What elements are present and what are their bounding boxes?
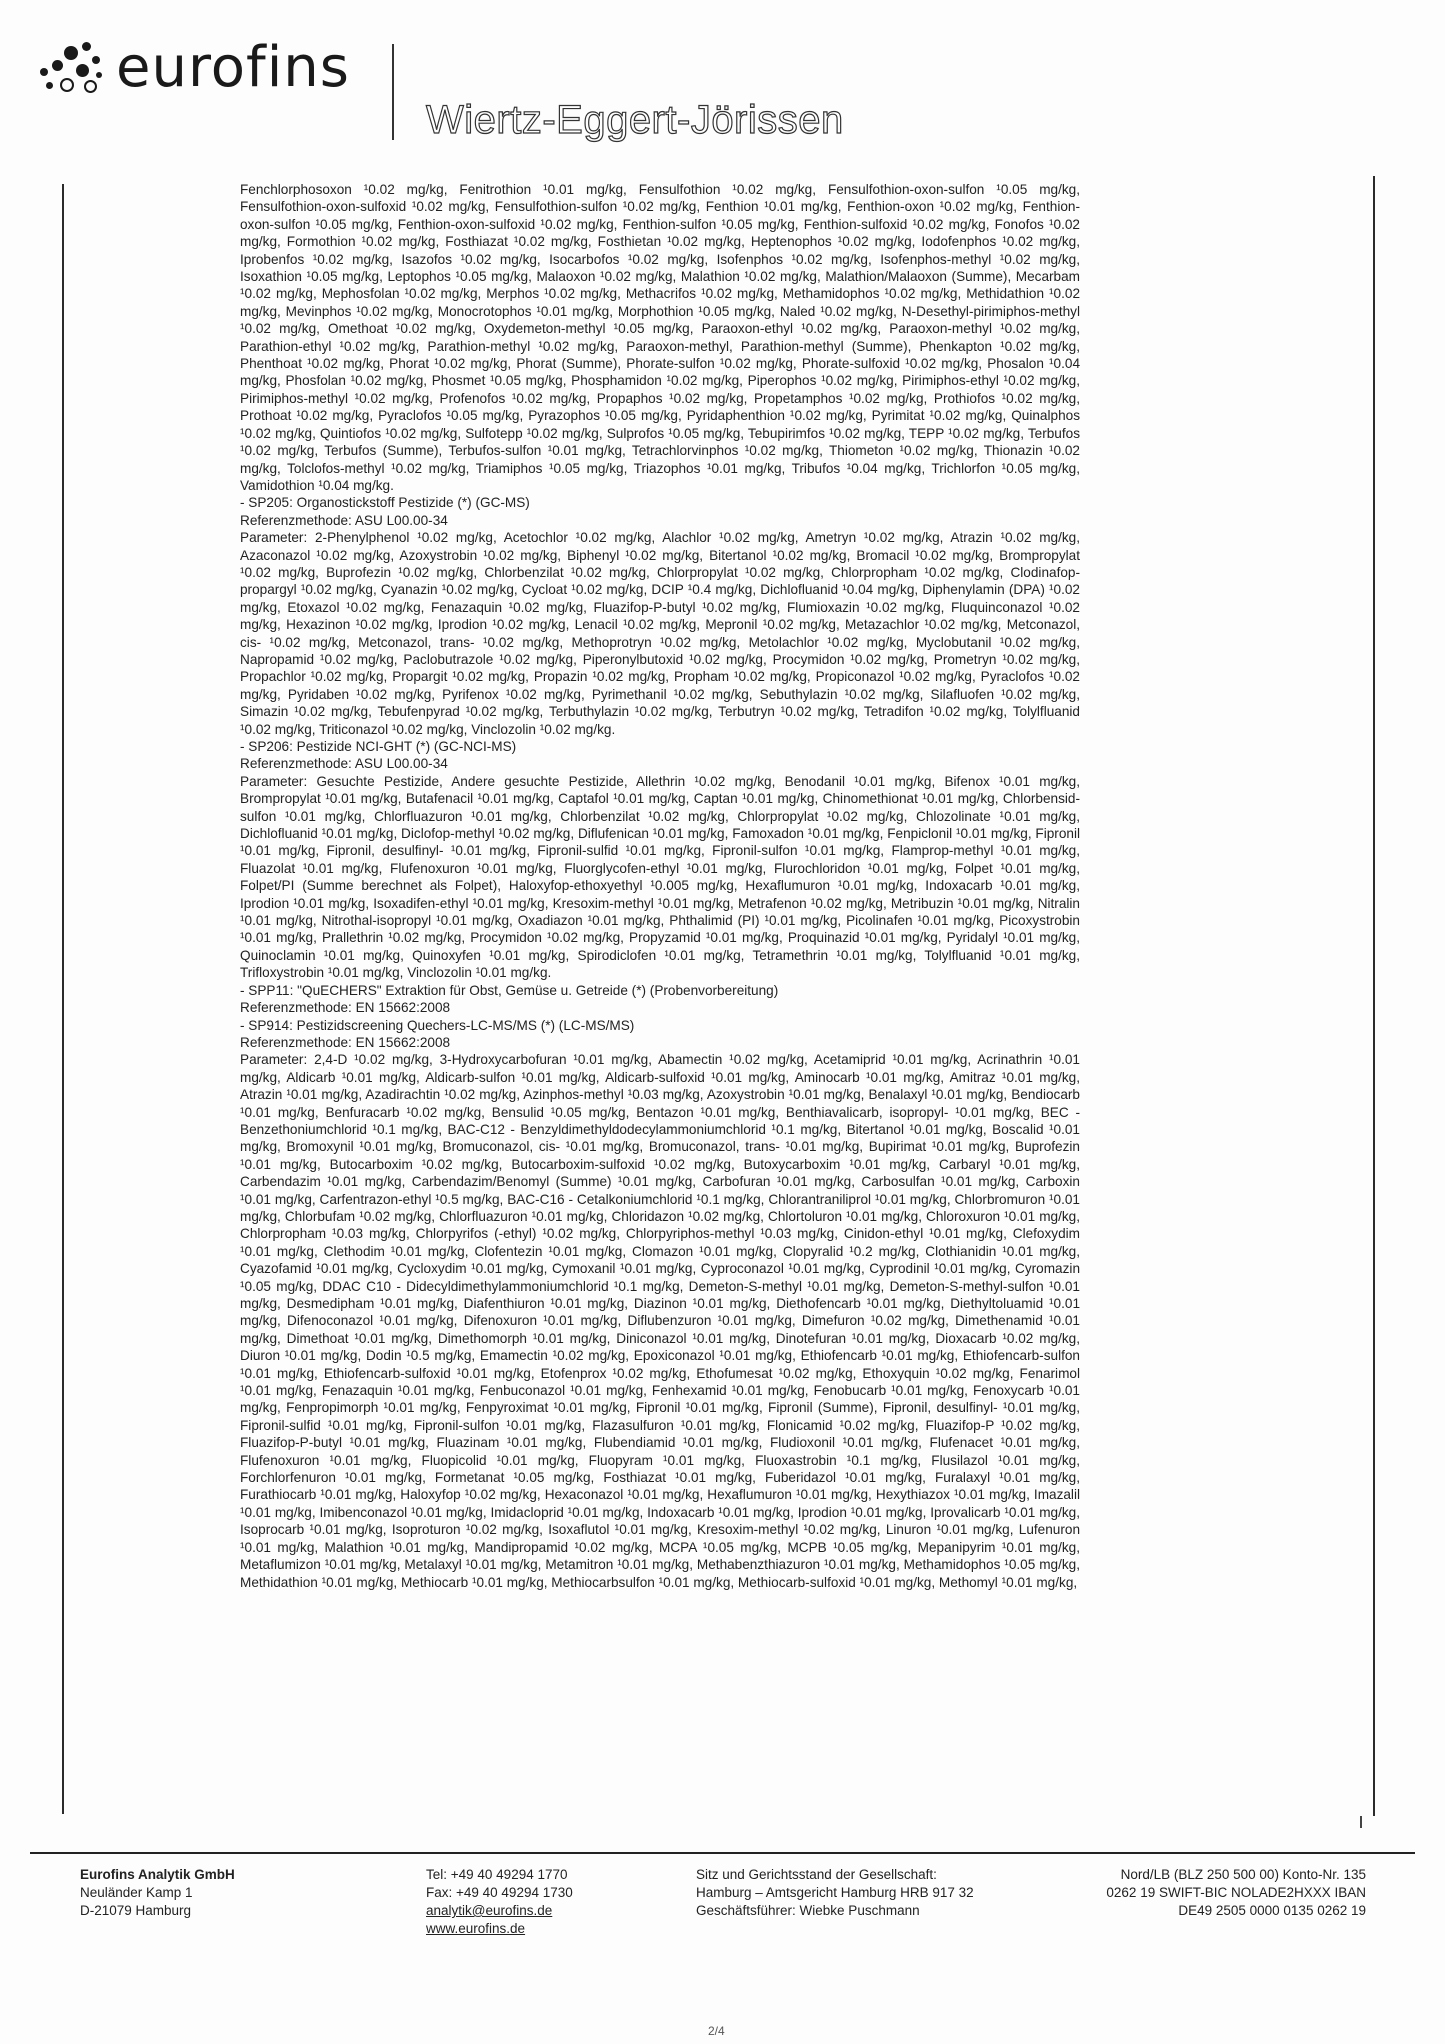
fax: Fax: +49 40 49294 1730 bbox=[426, 1885, 573, 1900]
parameter-list-paragraph: Parameter: 2-Phenylphenol ¹0.02 mg/kg, Acetochlor ¹0.02 mg/kg, Alachlor ¹0.02 mg/kg, Ametryn ¹0.02 mg/kg, Atrazin ¹0.02 mg/kg, Azaconazol ¹0.02 mg/kg, Azoxystrobin ¹0.02 mg/kg, Biphenyl ¹0.02 mg/kg, Bitertanol ¹0.02 mg/kg, Bromacil ¹0.02 mg/kg, Brompropylat ¹0.02 mg/kg, Buprofezin ¹0.02 mg/kg, Chlorbenzilat ¹0.02 mg/kg, Chlorpropylat ¹0.02 mg/kg, Chlorpropham ¹0.02 mg/kg, Clodinafop-propargyl ¹0.02 mg/kg, Cyanazin ¹0.02 mg/kg, Cycloat ¹0.02 mg/kg, DCIP ¹0.4 mg/kg, Dichlofluanid ¹0.04 mg/kg, Diphenylamin (DPA) ¹0.02 mg/kg, Etoxazol ¹0.02 mg/kg, Fenazaquin ¹0.02 mg/kg, Fluazifop-P-butyl ¹0.02 mg/kg, Flumioxazin ¹0.02 mg/kg, Fluquinconazol ¹0.02 mg/kg, Hexazinon ¹0.02 mg/kg, Iprodion ¹0.02 mg/kg, Lenacil ¹0.02 mg/kg, Mepronil ¹0.02 mg/kg, Metazachlor ¹0.02 mg/kg, Metconazol, cis- ¹0.02 mg/kg, Metconazol, trans- ¹0.02 mg/kg, Methoprotryn ¹0.02 mg/kg, Metolachlor ¹0.02 mg/kg, Myclobutanil ¹0.02 mg/kg, Napropamid ¹0.02 mg/kg, Paclobutrazole ¹0.02 mg/kg, Piperonylbutoxid ¹0.02 mg/kg, Procymidon ¹0.02 mg/kg, Prometryn ¹0.02 mg/kg, Propachlor ¹0.02 mg/kg, Propargit ¹0.02 mg/kg, Propazin ¹0.02 mg/kg, Propham ¹0.02 mg/kg, Propiconazol ¹0.02 mg/kg, Pyraclofos ¹0.02 mg/kg, Pyridaben ¹0.02 mg/kg, Pyrifenox ¹0.02 mg/kg, Pyrimethanil ¹0.02 mg/kg, Sebuthylazin ¹0.02 mg/kg, Silafluofen ¹0.02 mg/kg, Simazin ¹0.02 mg/kg, Tebufenpyrad ¹0.02 mg/kg, Terbuthylazin ¹0.02 mg/kg, Terbutryn ¹0.02 mg/kg, Tetradifon ¹0.02 mg/kg, Tolylfluanid ¹0.02 mg/kg, Triticonazol ¹0.02 mg/kg, Vinclozolin ¹0.02 mg/kg. bbox=[240, 530, 1080, 737]
bank-line-1: Nord/LB (BLZ 250 500 00) Konto-Nr. 135 bbox=[1120, 1867, 1366, 1882]
footer-registration bbox=[696, 1866, 974, 1920]
bank-line-2: 0262 19 SWIFT-BIC NOLADE2HXXX IBAN bbox=[1106, 1885, 1366, 1900]
seat-label: Sitz und Gerichtsstand der Gesellschaft: bbox=[696, 1867, 937, 1882]
parameter-list-paragraph: Fenchlorphosoxon ¹0.02 mg/kg, Fenitrothion ¹0.01 mg/kg, Fensulfothion ¹0.02 mg/kg, Fensulfothion-oxon-sulfon ¹0.05 mg/kg, Fensulfothion-oxon-sulfoxid ¹0.02 mg/kg, Fensulfothion-sulfon ¹0.02 mg/kg, Fenthion ¹0.01 mg/kg, Fenthion-oxon ¹0.02 mg/kg, Fenthion-oxon-sulfon ¹0.05 mg/kg, Fenthion-oxon-sulfoxid ¹0.02 mg/kg, Fenthion-sulfon ¹0.05 mg/kg, Fenthion-sulfoxid ¹0.02 mg/kg, Fonofos ¹0.02 mg/kg, Formothion ¹0.02 mg/kg, Fosthiazat ¹0.02 mg/kg, Fosthietan ¹0.02 mg/kg, Heptenophos ¹0.02 mg/kg, Iodofenphos ¹0.02 mg/kg, Iprobenfos ¹0.02 mg/kg, Isazofos ¹0.02 mg/kg, Isocarbofos ¹0.02 mg/kg, Isofenphos ¹0.02 mg/kg, Isofenphos-methyl ¹0.02 mg/kg, Isoxathion ¹0.05 mg/kg, Leptophos ¹0.05 mg/kg, Malaoxon ¹0.02 mg/kg, Malathion ¹0.02 mg/kg, Malathion/Malaoxon (Summe), Mecarbam ¹0.02 mg/kg, Mephosfolan ¹0.02 mg/kg, Merphos ¹0.02 mg/kg, Methacrifos ¹0.02 mg/kg, Methamidophos ¹0.02 mg/kg, Methidathion ¹0.02 mg/kg, Mevinphos ¹0.02 mg/kg, Monocrotophos ¹0.01 mg/kg, Morphothion ¹0.05 mg/kg, Naled ¹0.02 mg/kg, N-Desethyl-pirimiphos-methyl ¹0.02 mg/kg, Omethoat ¹0.02 mg/kg, Oxydemeton-methyl ¹0.05 mg/kg, Paraoxon-ethyl ¹0.02 mg/kg, Paraoxon-methyl ¹0.02 mg/kg, Parathion-ethyl ¹0.02 mg/kg, Parathion-methyl ¹0.02 mg/kg, Paraoxon-methyl, Parathion-methyl (Summe), Phenkapton ¹0.02 mg/kg, Phenthoat ¹0.02 mg/kg, Phorat ¹0.02 mg/kg, Phorat (Summe), Phorate-sulfon ¹0.02 mg/kg, Phorate-sulfoxid ¹0.02 mg/kg, Phosalon ¹0.04 mg/kg, Phosfolan ¹0.02 mg/kg, Phosmet ¹0.05 mg/kg, Phosphamidon ¹0.02 mg/kg, Piperophos ¹0.02 mg/kg, Pirimiphos-ethyl ¹0.02 mg/kg, Pirimiphos-methyl ¹0.02 mg/kg, Profenofos ¹0.02 mg/kg, Propaphos ¹0.02 mg/kg, Propetamphos ¹0.02 mg/kg, Prothiofos ¹0.02 mg/kg, Prothoat ¹0.02 mg/kg, Pyraclofos ¹0.05 mg/kg, Pyrazophos ¹0.05 mg/kg, Pyridaphenthion ¹0.02 mg/kg, Pyrimitat ¹0.02 mg/kg, Quinalphos ¹0.02 mg/kg, Quintiofos ¹0.02 mg/kg, Sulfotepp ¹0.02 mg/kg, Sulprofos ¹0.05 mg/kg, Tebupirimfos ¹0.02 mg/kg, TEPP ¹0.02 mg/kg, Terbufos ¹0.02 mg/kg, Terbufos (Summe), Terbufos-sulfon ¹0.01 mg/kg, Tetrachlorvinphos ¹0.02 mg/kg, Thiometon ¹0.02 mg/kg, Thionazin ¹0.02 mg/kg, Tolclofos-methyl ¹0.02 mg/kg, Triamiphos ¹0.05 mg/kg, Triazophos ¹0.01 mg/kg, Tribufos ¹0.04 mg/kg, Trichlorfon ¹0.05 mg/kg, Vamidothion ¹0.04 mg/kg. bbox=[240, 182, 1080, 493]
website-link[interactable]: www.eurofins.de bbox=[426, 1921, 526, 1936]
method-heading: - SPP11: "QuECHERS" Extraktion für Obst, Gemüse u. Getreide (*) (Probenvorbereitung) bbox=[240, 982, 779, 998]
footer-contact bbox=[426, 1866, 573, 1938]
logo-wordmark: eurofins bbox=[116, 35, 350, 100]
eurofins-logo bbox=[38, 28, 350, 108]
method-heading: - SP205: Organostickstoff Pestizide (*) (GC-MS) bbox=[240, 495, 530, 511]
street: Neuländer Kamp 1 bbox=[80, 1885, 193, 1900]
phone: Tel: +49 40 49294 1770 bbox=[426, 1867, 568, 1882]
reference-method: Referenzmethode: ASU L00.00-34 bbox=[240, 512, 448, 528]
city: D-21079 Hamburg bbox=[80, 1903, 192, 1918]
method-heading: - SP914: Pestizidscreening Quechers-LC-MS/MS (*) (LC-MS/MS) bbox=[240, 1017, 635, 1033]
footer-bank bbox=[1050, 1866, 1366, 1920]
lab-name: Wiertz-Eggert-Jörissen bbox=[426, 98, 844, 142]
logo-dots-icon bbox=[38, 38, 108, 98]
header-divider bbox=[392, 44, 394, 140]
page-number: 2/4 bbox=[708, 2024, 725, 2038]
footer-address bbox=[80, 1866, 235, 1920]
right-frame-line bbox=[1373, 176, 1375, 1816]
parameter-list-paragraph: Parameter: 2,4-D ¹0.02 mg/kg, 3-Hydroxycarbofuran ¹0.01 mg/kg, Abamectin ¹0.02 mg/kg, Acetamiprid ¹0.01 mg/kg, Acrinathrin ¹0.01 mg/kg, Aldicarb ¹0.01 mg/kg, Aldicarb-sulfon ¹0.01 mg/kg, Aldicarb-sulfoxid ¹0.01 mg/kg, Aminocarb ¹0.01 mg/kg, Amitraz ¹0.01 mg/kg, Atrazin ¹0.01 mg/kg, Azadirachtin ¹0.02 mg/kg, Azinphos-methyl ¹0.03 mg/kg, Azoxystrobin ¹0.01 mg/kg, Benalaxyl ¹0.01 mg/kg, Bendiocarb ¹0.01 mg/kg, Benfuracarb ¹0.02 mg/kg, Bensulid ¹0.05 mg/kg, Bentazon ¹0.01 mg/kg, Benthiavalicarb, isopropyl- ¹0.01 mg/kg, BEC - Benzethoniumchlorid ¹0.1 mg/kg, BAC-C12 - Benzyldimethyldodecylammoniumchlorid ¹0.1 mg/kg, Bitertanol ¹0.01 mg/kg, Boscalid ¹0.01 mg/kg, Bromoxynil ¹0.01 mg/kg, Bromuconazol, cis- ¹0.01 mg/kg, Bromuconazol, trans- ¹0.01 mg/kg, Bupirimat ¹0.01 mg/kg, Buprofezin ¹0.01 mg/kg, Butocarboxim ¹0.02 mg/kg, Butocarboxim-sulfoxid ¹0.02 mg/kg, Butoxycarboxim ¹0.01 mg/kg, Carbaryl ¹0.01 mg/kg, Carbendazim ¹0.01 mg/kg, Carbendazim/Benomyl (Summe) ¹0.01 mg/kg, Carbofuran ¹0.01 mg/kg, Carbosulfan ¹0.01 mg/kg, Carboxin ¹0.01 mg/kg, Carfentrazon-ethyl ¹0.5 mg/kg, BAC-C16 - Cetalkoniumchlorid ¹0.1 mg/kg, Chlorantraniliprol ¹0.01 mg/kg, Chlorbromuron ¹0.01 mg/kg, Chlorbufam ¹0.02 mg/kg, Chlorfluazuron ¹0.01 mg/kg, Chloridazon ¹0.02 mg/kg, Chlortoluron ¹0.01 mg/kg, Chloroxuron ¹0.01 mg/kg, Chlorpropham ¹0.03 mg/kg, Chlorpyrifos (-ethyl) ¹0.02 mg/kg, Chlorpyriphos-methyl ¹0.03 mg/kg, Cinidon-ethyl ¹0.01 mg/kg, Clefoxydim ¹0.01 mg/kg, Clethodim ¹0.01 mg/kg, Clofentezin ¹0.01 mg/kg, Clomazon ¹0.01 mg/kg, Clopyralid ¹0.2 mg/kg, Clothianidin ¹0.01 mg/kg, Cyazofamid ¹0.01 mg/kg, Cycloxydim ¹0.01 mg/kg, Cymoxanil ¹0.01 mg/kg, Cyproconazol ¹0.01 mg/kg, Cyprodinil ¹0.01 mg/kg, Cyromazin ¹0.05 mg/kg, DDAC C10 - Didecyldimethylammoniumchlorid ¹0.1 mg/kg, Demeton-S-methyl ¹0.01 mg/kg, Demeton-S-methyl-sulfon ¹0.01 mg/kg, Desmedipham ¹0.01 mg/kg, Diafenthiuron ¹0.01 mg/kg, Diazinon ¹0.01 mg/kg, Diethofencarb ¹0.01 mg/kg, Diethyltoluamid ¹0.01 mg/kg, Difenoconazol ¹0.01 mg/kg, Difenoxuron ¹0.01 mg/kg, Diflubenzuron ¹0.01 mg/kg, Dimefuron ¹0.02 mg/kg, Dimethenamid ¹0.01 mg/kg, Dimethoat ¹0.01 mg/kg, Dimethomorph ¹0.01 mg/kg, Diniconazol ¹0.01 mg/kg, Dinotefuran ¹0.01 mg/kg, Dioxacarb ¹0.02 mg/kg, Diuron ¹0.01 mg/kg, Dodin ¹0.5 mg/kg, Emamectin ¹0.02 mg/kg, Epoxiconazol ¹0.01 mg/kg, Ethiofencarb ¹0.01 mg/kg, Ethiofencarb-sulfon ¹0.01 mg/kg, Ethiofencarb-sulfoxid ¹0.01 mg/kg, Etofenprox ¹0.02 mg/kg, Ethofumesat ¹0.02 mg/kg, Ethoxyquin ¹0.02 mg/kg, Fenarimol ¹0.01 mg/kg, Fenazaquin ¹0.01 mg/kg, Fenbuconazol ¹0.01 mg/kg, Fenhexamid ¹0.01 mg/kg, Fenobucarb ¹0.01 mg/kg, Fenoxycarb ¹0.01 mg/kg, Fenpropimorph ¹0.01 mg/kg, Fenpyroximat ¹0.01 mg/kg, Fipronil ¹0.01 mg/kg, Fipronil (Summe), Fipronil, desulfinyl- ¹0.01 mg/kg, Fipronil-sulfid ¹0.01 mg/kg, Fipronil-sulfon ¹0.01 mg/kg, Flazasulfuron ¹0.01 mg/kg, Flonicamid ¹0.02 mg/kg, Fluazifop-P ¹0.02 mg/kg, Fluazifop-P-butyl ¹0.01 mg/kg, Fluazinam ¹0.01 mg/kg, Flubendiamid ¹0.01 mg/kg, Fludioxonil ¹0.01 mg/kg, Flufenacet ¹0.01 mg/kg, Flufenoxuron ¹0.01 mg/kg, Fluopicolid ¹0.01 mg/kg, Fluopyram ¹0.01 mg/kg, Fluoxastrobin ¹0.1 mg/kg, Flusilazol ¹0.01 mg/kg, Forchlorfenuron ¹0.01 mg/kg, Formetanat ¹0.05 mg/kg, Fosthiazat ¹0.01 mg/kg, Fuberidazol ¹0.01 mg/kg, Furalaxyl ¹0.01 mg/kg, Furathiocarb ¹0.01 mg/kg, Haloxyfop ¹0.02 mg/kg, Hexaconazol ¹0.01 mg/kg, Hexaflumuron ¹0.01 mg/kg, Hexythiazox ¹0.01 mg/kg, Imazalil ¹0.01 mg/kg, Imibenconazol ¹0.01 mg/kg, Imidacloprid ¹0.01 mg/kg, Indoxacarb ¹0.01 mg/kg, Iprodion ¹0.01 mg/kg, Iprovalicarb ¹0.01 mg/kg, Isoprocarb ¹0.01 mg/kg, Isoproturon ¹0.02 mg/kg, Isoxaflutol ¹0.01 mg/kg, Kresoxim-methyl ¹0.02 mg/kg, Linuron ¹0.01 mg/kg, Lufenuron ¹0.01 mg/kg, Malathion ¹0.01 mg/kg, Mandipropamid ¹0.02 mg/kg, MCPA ¹0.05 mg/kg, MCPB ¹0.05 mg/kg, Mepanipyrim ¹0.01 mg/kg, Metaflumizon ¹0.01 mg/kg, Metalaxyl ¹0.01 mg/kg, Metamitron ¹0.01 mg/kg, Methabenzthiazuron ¹0.01 mg/kg, Methamidophos ¹0.05 mg/kg, Methidathion ¹0.01 mg/kg, Methiocarb ¹0.01 mg/kg, Methiocarbsulfon ¹0.01 mg/kg, Methiocarb-sulfoxid ¹0.01 mg/kg, Methomyl ¹0.01 mg/kg, bbox=[240, 1052, 1080, 1590]
email-link[interactable]: analytik@eurofins.de bbox=[426, 1903, 553, 1918]
parameter-list-paragraph: Parameter: Gesuchte Pestizide, Andere gesuchte Pestizide, Allethrin ¹0.02 mg/kg, Benodanil ¹0.01 mg/kg, Bifenox ¹0.01 mg/kg, Brompropylat ¹0.01 mg/kg, Butafenacil ¹0.01 mg/kg, Captafol ¹0.01 mg/kg, Captan ¹0.01 mg/kg, Chinomethionat ¹0.01 mg/kg, Chlorbensid-sulfon ¹0.01 mg/kg, Chlorfluazuron ¹0.01 mg/kg, Chlorbenzilat ¹0.02 mg/kg, Chlorpropylat ¹0.02 mg/kg, Chlozolinate ¹0.01 mg/kg, Dichlofluanid ¹0.01 mg/kg, Diclofop-methyl ¹0.02 mg/kg, Diflufenican ¹0.01 mg/kg, Famoxadon ¹0.01 mg/kg, Fenpiclonil ¹0.01 mg/kg, Fipronil ¹0.01 mg/kg, Fipronil, desulfinyl- ¹0.01 mg/kg, Fipronil-sulfid ¹0.01 mg/kg, Fipronil-sulfon ¹0.01 mg/kg, Flamprop-methyl ¹0.01 mg/kg, Fluazolat ¹0.01 mg/kg, Flufenoxuron ¹0.01 mg/kg, Fluorglycofen-ethyl ¹0.01 mg/kg, Flurochloridon ¹0.01 mg/kg, Folpet ¹0.01 mg/kg, Folpet/PI (Summe berechnet als Folpet), Haloxyfop-ethoxyethyl ¹0.005 mg/kg, Hexaflumuron ¹0.01 mg/kg, Indoxacarb ¹0.01 mg/kg, Iprodion ¹0.01 mg/kg, Isoxadifen-ethyl ¹0.01 mg/kg, Kresoxim-methyl ¹0.01 mg/kg, Metrafenon ¹0.02 mg/kg, Metribuzin ¹0.01 mg/kg, Nitralin ¹0.01 mg/kg, Nitrothal-isopropyl ¹0.01 mg/kg, Oxadiazon ¹0.01 mg/kg, Phthalimid (PI) ¹0.01 mg/kg, Picolinafen ¹0.01 mg/kg, Picoxystrobin ¹0.01 mg/kg, Prallethrin ¹0.02 mg/kg, Procymidon ¹0.02 mg/kg, Propyzamid ¹0.01 mg/kg, Proquinazid ¹0.01 mg/kg, Pyridalyl ¹0.01 mg/kg, Quinoclamin ¹0.01 mg/kg, Quinoxyfen ¹0.01 mg/kg, Spirodiclofen ¹0.01 mg/kg, Tetramethrin ¹0.01 mg/kg, Tolylfluanid ¹0.01 mg/kg, Trifloxystrobin ¹0.01 mg/kg, Vinclozolin ¹0.01 mg/kg. bbox=[240, 773, 1080, 981]
reference-method: Referenzmethode: EN 15662:2008 bbox=[240, 1034, 451, 1050]
margin-mark bbox=[1360, 1816, 1362, 1828]
left-frame-line bbox=[62, 184, 64, 1814]
bank-line-3: DE49 2505 0000 0135 0262 19 bbox=[1178, 1903, 1366, 1918]
court-register: Hamburg – Amtsgericht Hamburg HRB 917 32 bbox=[696, 1885, 974, 1900]
report-body bbox=[240, 181, 1080, 1591]
managing-director: Geschäftsführer: Wiebke Puschmann bbox=[696, 1903, 920, 1918]
reference-method: Referenzmethode: ASU L00.00-34 bbox=[240, 756, 448, 772]
reference-method: Referenzmethode: EN 15662:2008 bbox=[240, 1000, 451, 1016]
method-heading: - SP206: Pestizide NCI-GHT (*) (GC-NCI-MS) bbox=[240, 739, 517, 754]
footer-rule bbox=[30, 1852, 1415, 1854]
company-name: Eurofins Analytik GmbH bbox=[80, 1867, 235, 1882]
